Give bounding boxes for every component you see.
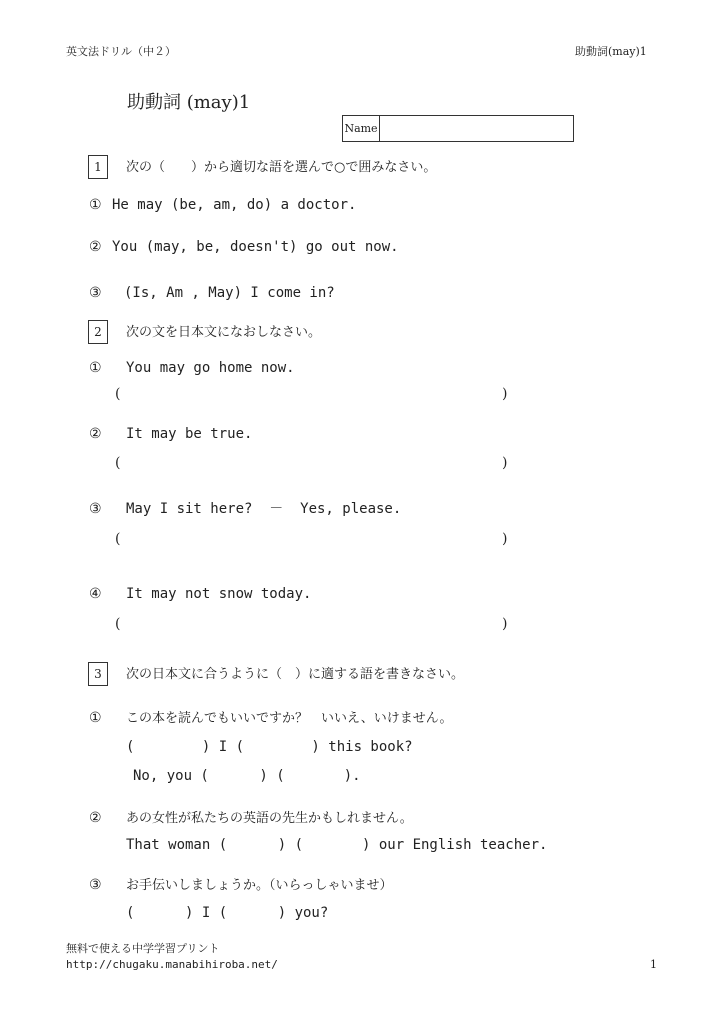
section-3-instruction: 次の日本文に合うように（ ）に適する語を書きなさい。 (126, 667, 465, 682)
section-1-instruction: 次の（ ）から適切な語を選んで○で囲みなさい。 (126, 160, 437, 175)
answer-paren-close: ) (502, 455, 508, 471)
s2-q3-answer-field[interactable] (125, 529, 495, 549)
section-2-number: 2 (88, 320, 108, 344)
name-field[interactable] (380, 116, 573, 141)
name-box (342, 115, 574, 142)
answer-paren-close: ) (502, 386, 508, 402)
section-2-instruction: 次の文を日本文になおしなさい。 (126, 325, 322, 340)
s3-q1-jp: この本を読んでもいいですか？ いいえ、いけません。 (126, 711, 453, 726)
answer-paren-open: ( (115, 386, 121, 402)
s3-q3-marker: ③ (89, 877, 102, 893)
answer-paren-open: ( (115, 531, 121, 547)
page-number: 1 (650, 958, 657, 971)
header-left: 英文法ドリル（中２） (66, 45, 176, 58)
s2-q3-text: May I sit here? － Yes, please. (126, 501, 402, 517)
section-3-number: 3 (88, 662, 108, 686)
s1-q3-text: (Is, Am , May) I come in? (124, 285, 335, 301)
s3-q1-marker: ① (89, 710, 102, 726)
s2-q2-marker: ② (89, 426, 102, 442)
s2-q1-answer-field[interactable] (125, 384, 495, 404)
name-label: Name (343, 116, 380, 141)
s2-q2-text: It may be true. (126, 426, 253, 442)
answer-paren-close: ) (502, 616, 508, 632)
header-right: 助動詞(may)1 (575, 45, 647, 58)
s3-q3-line1: ( ) I ( ) you? (126, 905, 329, 921)
s3-q1-line2: No, you ( ) ( ). (133, 768, 361, 784)
answer-paren-open: ( (115, 455, 121, 471)
s3-q1-line1: ( ) I ( ) this book? (126, 739, 413, 755)
answer-paren-close: ) (502, 531, 508, 547)
s1-q1-text: He may (be, am, do) a doctor. (112, 197, 357, 213)
s2-q4-marker: ④ (89, 586, 102, 602)
s2-q4-text: It may not snow today. (126, 586, 312, 602)
s3-q3-jp: お手伝いしましょうか。（いらっしゃいませ） (126, 878, 393, 893)
s2-q3-marker: ③ (89, 501, 102, 517)
s1-q2-marker: ② (89, 239, 102, 255)
s2-q1-text: You may go home now. (126, 360, 295, 376)
s3-q2-jp: あの女性が私たちの英語の先生かもしれません。 (126, 811, 413, 826)
s3-q2-marker: ② (89, 810, 102, 826)
s1-q1-marker: ① (89, 197, 102, 213)
s2-q1-marker: ① (89, 360, 102, 376)
s1-q2-text: You (may, be, doesn't) go out now. (112, 239, 399, 255)
footer-site-name: 無料で使える中学学習プリント (66, 942, 220, 955)
page-title: 助動詞 (may)1 (127, 92, 251, 113)
s2-q4-answer-field[interactable] (125, 614, 495, 634)
s3-q2-line1: That woman ( ) ( ) our English teacher. (126, 837, 548, 853)
footer-url[interactable]: http://chugaku.manabihiroba.net/ (66, 958, 278, 971)
s1-q3-marker: ③ (89, 285, 102, 301)
s2-q2-answer-field[interactable] (125, 453, 495, 473)
section-1-number: 1 (88, 155, 108, 179)
answer-paren-open: ( (115, 616, 121, 632)
